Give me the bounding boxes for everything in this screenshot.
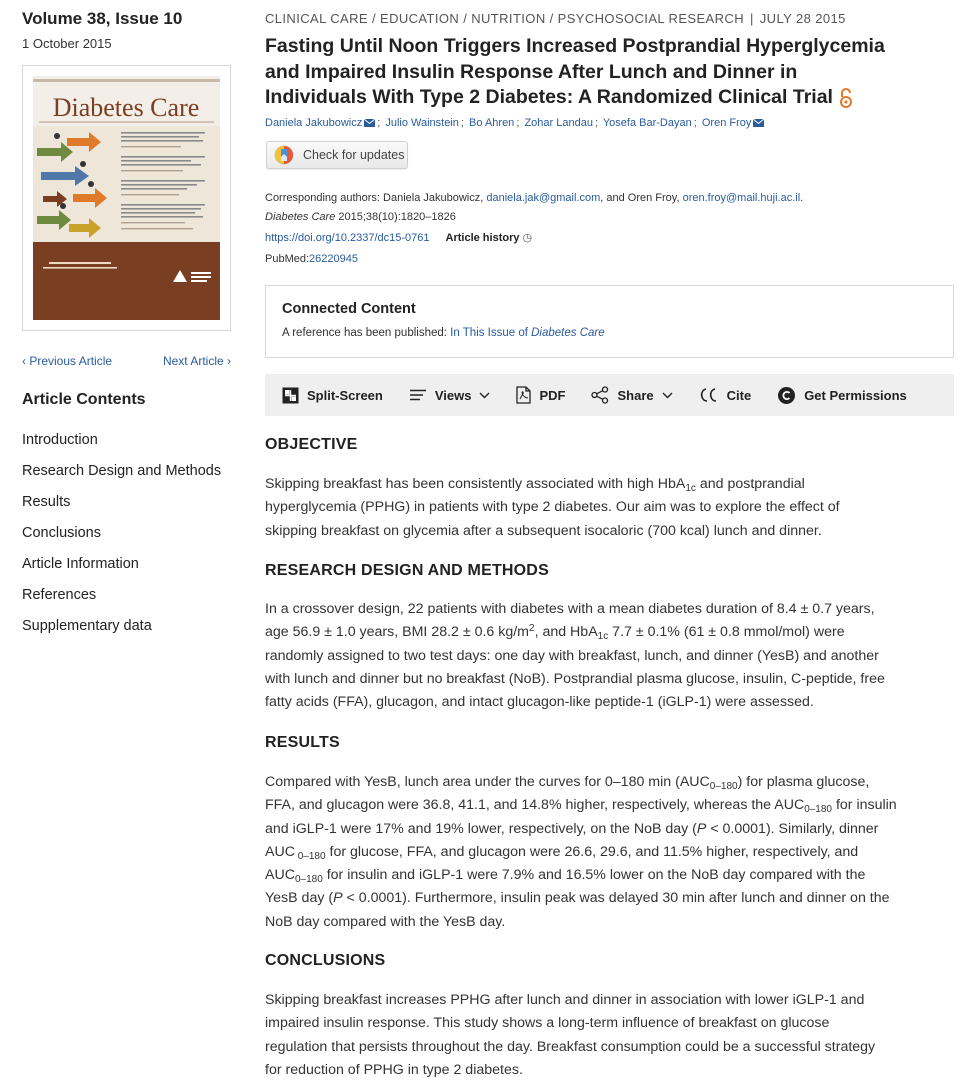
clock-icon: ◷ xyxy=(522,232,533,244)
in-this-issue-link[interactable]: In This Issue of Diabetes Care xyxy=(450,327,605,339)
article-history-toggle[interactable]: Article history ◷ xyxy=(445,232,533,244)
get-permissions-button[interactable]: Get Permissions xyxy=(777,386,907,405)
split-screen-button[interactable]: Split-Screen xyxy=(282,387,383,404)
toc-item-introduction[interactable]: Introduction xyxy=(22,432,98,448)
objective-paragraph: Skipping breakfast has been consistently associated with high HbA$_{1c}$ and postprandial hyperglycemia (PPHG) in patients with type 2 diabetes. Our aim was to explore the effect of skipping breakfast on glycemia after a subsequent isocaloric (700 kcal) lunch and dinner. xyxy=(265,476,840,539)
results-paragraph: Compared with YesB, lunch area under the curves for 0–180 $\min (AUC_{0-180})$ for plasma glucose, FFA, and glucagon were 36.8, 41.1, and 14.8% higher, respectively, whereas the $AUC_{0-180}$ for insulin and iGLP-1 were 17% and 19% lower, respectively, on the NoB day (P < 0.0001). Similarly, dinner AUC $_{0-180}$ for glucose, FFA, and glucagon were 26.6, 29.6, and 11.5% higher, respectively, and $AUC_{0-180}$ for insulin and iGLP-1 were 7.9% and 16.5% lower on the NoB day compared with the YesB day (P < 0.0001). Furthermore, insulin peak was delayed 30 min after lunch and dinner on the NoB day compared with the YesB day. xyxy=(265,774,897,930)
issue-date: 1 October 2015 xyxy=(22,36,112,51)
views-dropdown[interactable]: Views xyxy=(409,388,491,403)
category-list: CLINICAL CARE / EDUCATION / NUTRITION / PSYCHOSOCIAL RESEARCH xyxy=(265,11,744,26)
toc-item-research-design[interactable]: Research Design and Methods xyxy=(22,463,222,479)
author-link[interactable]: Oren Froy xyxy=(701,117,752,129)
toc-item-results[interactable]: Results xyxy=(22,494,71,510)
next-article-link[interactable]: Next Article › xyxy=(162,354,231,368)
author-link[interactable]: Julio Wainstein xyxy=(385,117,459,129)
methods-paragraph: In a crossover design, 22 patients with diabetes with a mean diabetes duration of 8.4 ± 0.7 years, age 56.9 ± 1.0 years, BMI 28.2 ± 0.6 $kg/m^2$, and HbA$_{1c}$ 7.7 ± 0.1% (61 ± 0.8 mmol/mol) were randomly assigned to two test days: one day with breakfast, lunch, and dinner (YesB) and another with lunch and dinner but no breakfast (NoB). Postprandial plasma glucose, insulin, C-peptide, free fatty acids (FFA), glucagon, and intact glucagon-like peptide-1 (iGLP-1) were assessed. xyxy=(265,601,885,711)
results-heading: RESULTS xyxy=(265,734,340,751)
chevron-down-icon xyxy=(662,392,673,399)
check-for-updates-button[interactable]: Check for updates xyxy=(266,141,408,169)
connected-content-text: A reference has been published: In This Issue of Diabetes Care xyxy=(282,327,605,339)
split-screen-icon xyxy=(282,387,299,404)
open-access-icon xyxy=(839,88,853,108)
author-link[interactable]: Zohar Landau xyxy=(524,117,593,129)
connected-content-heading: Connected Content xyxy=(282,301,416,317)
chevron-right-icon: › xyxy=(223,354,231,368)
corresponding-email-link[interactable]: oren.froy@mail.huji.ac.il xyxy=(682,192,801,204)
cover-journal-name: Diabetes Care xyxy=(52,93,200,122)
pubmed-line: PubMed:26220945 xyxy=(265,253,358,265)
connected-content-box xyxy=(265,285,954,358)
doi-line xyxy=(265,231,532,244)
conclusions-paragraph: Skipping breakfast increases PPHG after lunch and dinner in association with lower iGLP-1 and impaired insulin response. This study shows a long-term influence of breakfast on glucose regulation that persists throughout the day. Breakfast consumption could be a successful strategy for reduction of PPHG in type 2 diabetes. xyxy=(265,992,876,1078)
objective-heading: OBJECTIVE xyxy=(265,436,358,453)
toc-item-conclusions[interactable]: Conclusions xyxy=(22,525,101,541)
conclusions-heading: CONCLUSIONS xyxy=(265,952,386,969)
author-list: Daniela Jakubowicz ; Julio Wainstein ; Bo Ahren ; Zohar Landau ; Yosefa Bar-Dayan ; Oren Froy xyxy=(265,117,764,129)
share-icon xyxy=(591,386,609,404)
article-contents-heading: Article Contents xyxy=(22,391,146,408)
corresponding-email-link[interactable]: daniela.jak@gmail.com xyxy=(486,192,601,204)
toc-item-supplementary-data[interactable]: Supplementary data xyxy=(22,618,152,634)
journal-cover-frame[interactable] xyxy=(22,65,231,331)
menu-lines-icon xyxy=(409,389,427,401)
doi-link[interactable]: https://doi.org/10.2337/dc15-0761 xyxy=(265,232,430,244)
article-toolbar xyxy=(265,374,954,416)
toc-item-article-information[interactable]: Article Information xyxy=(22,556,139,572)
article-title: Fasting Until Noon Triggers Increased Postprandial Hyperglycemia and Impaired Insulin Response After Lunch and Dinner in Individuals With Type 2 Diabetes: A Randomized Clinical Trial xyxy=(265,35,885,108)
methods-heading: RESEARCH DESIGN AND METHODS xyxy=(265,562,549,579)
author-link[interactable]: Daniela Jakubowicz xyxy=(265,117,363,129)
article-categories: CLINICAL CARE / EDUCATION / NUTRITION / PSYCHOSOCIAL RESEARCH | JULY 28 2015 xyxy=(265,11,846,26)
publication-date: JULY 28 2015 xyxy=(759,11,846,26)
chevron-down-icon xyxy=(479,392,490,399)
pdf-button[interactable]: PDF xyxy=(516,386,565,404)
chevron-left-icon: ‹ xyxy=(22,354,30,368)
email-icon[interactable] xyxy=(364,119,375,127)
cite-button[interactable]: Cite xyxy=(699,387,752,403)
issue-volume-title[interactable]: Volume 38, Issue 10 xyxy=(22,9,183,28)
cite-quote-icon xyxy=(699,387,719,403)
article-contents-list xyxy=(22,432,222,649)
toc-item-references[interactable]: References xyxy=(22,587,97,603)
share-dropdown[interactable]: Share xyxy=(591,386,672,404)
previous-article-link[interactable]: ‹ Previous Article xyxy=(22,354,113,368)
article-navigation xyxy=(22,354,231,372)
cover-illustration xyxy=(33,76,220,320)
pubmed-link[interactable]: 26220945 xyxy=(309,253,358,265)
author-link[interactable]: Yosefa Bar-Dayan xyxy=(602,117,692,129)
pdf-icon xyxy=(516,386,531,404)
crossmark-icon xyxy=(273,144,295,166)
citation-line: Diabetes Care 2015;38(10):1820–1826 xyxy=(265,211,456,223)
corresponding-authors: Corresponding authors: Daniela Jakubowicz, daniela.jak@gmail.com, and Oren Froy, oren.froy@mail.huji.ac.il. xyxy=(265,192,804,204)
author-link[interactable]: Bo Ahren xyxy=(469,117,515,129)
copyright-icon xyxy=(777,386,796,405)
email-icon[interactable] xyxy=(753,119,764,127)
journal-cover-image[interactable] xyxy=(33,76,220,320)
